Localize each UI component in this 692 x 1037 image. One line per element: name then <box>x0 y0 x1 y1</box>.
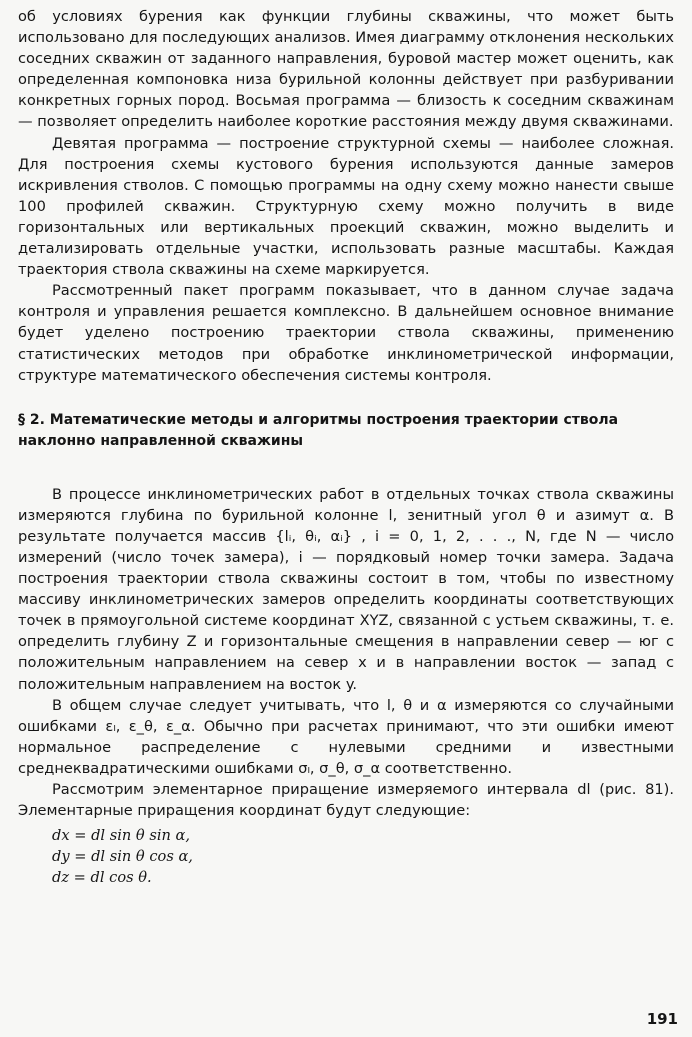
paragraph-increment: Рассмотрим элементарное приращение измеряемого интервала dl (рис. 81). Элементарные приращения координат будут следующие: <box>18 781 674 820</box>
paragraph-ninth-program: Девятая программа — построение структурной схемы — наиболее сложная. Для построения схемы кустового бурения используются данные замеров искривления стволов. С помощью программы на одну схему можно нанести свыше 100 профилей скважин. Структурную схему можно получить в виде горизонтальных или вертикальных проекций скважин, можно выделить и детализировать отдельные участки, использовать разные масштабы. Каждая траектория ствола скважины на схеме маркируется. <box>18 134 674 279</box>
formula-dx: dx = dl sin θ sin α, <box>52 827 191 845</box>
paragraph-errors: В общем случае следует учитывать, что l, θ и α измеряются со случайными ошибками εₗ, ε_θ, ε_α. Обычно при расчетах принимают, что эти ошибки имеют нормальное распределение с нулевыми средними и известными среднеквадратическими ошибками σₗ, σ_θ, σ_α соответственно. <box>18 696 674 777</box>
formula-block <box>52 825 674 888</box>
paragraph-package-summary: Рассмотренный пакет программ показывает, что в данном случае задача контроля и управления решается комплексно. В дальнейшем основное внимание будет уделено построению траектории ствола скважины, применению статистических методов при обработке инклинометрической информации, структуре математического обеспечения системы контроля. <box>18 282 674 384</box>
formula-dy: dy = dl sin θ cos α, <box>52 848 193 866</box>
page-number: 191 <box>646 1010 678 1028</box>
formula-dz: dz = dl cos θ. <box>52 869 152 887</box>
section-heading: § 2. Математические методы и алгоритмы построения траектории ствола наклонно направленной скважины <box>18 411 619 449</box>
paragraph-continued: об условиях бурения как функции глубины скважины, что может быть использовано для последующих анализов. Имея диаграмму отклонения нескольких соседних скважин от заданного направления, буровой мастер может оценить, как определенная компоновка низа бурильной колонны действует при разбуривании конкретных горных пород. Восьмая программа — близость к соседним скважинам — позволяет определить наиболее короткие расстояния между двумя скважинами. <box>18 8 674 131</box>
paragraph-inclinometry: В процессе инклинометрических работ в отдельных точках ствола скважины измеряются глубина по бурильной колонне l, зенитный угол θ и азимут α. В результате получается массив {lᵢ, θᵢ, αᵢ} , i = 0, 1, 2, . . ., N, где N — число измерений (число точек замера), i — порядковый номер точки замера. Задача построения траектории ствола скважины состоит в том, чтобы по известному массиву инклинометрических замеров определить координаты соответствующих точек в прямоугольной системе координат XYZ, связанной с устьем скважины, т. е. определить глубину Z и горизонтальные смещения в направлении север — юг с положительным направлением на север x и в направлении восток — запад с положительным направлением на восток y. <box>18 485 674 693</box>
